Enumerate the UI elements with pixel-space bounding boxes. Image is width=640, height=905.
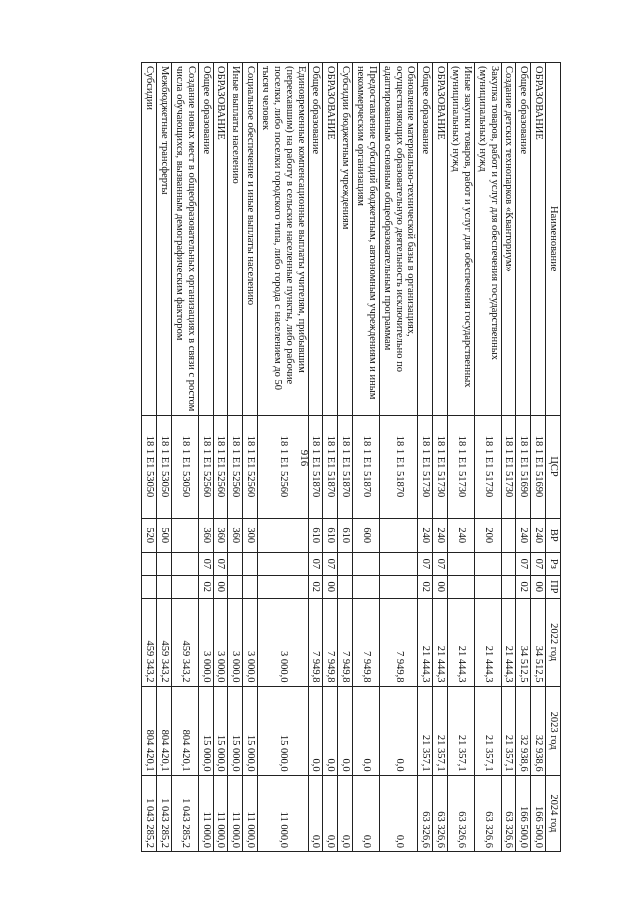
cell-2024: 11 000,0: [258, 775, 308, 851]
cell-vr: 520: [142, 518, 157, 552]
cell-2024: 63 326,6: [474, 775, 501, 851]
table-row: [308, 63, 323, 852]
budget-table: [141, 62, 561, 852]
rotated-table-wrapper: [141, 62, 561, 852]
table-row: [198, 63, 213, 852]
cell-name: Общее образование: [198, 63, 213, 416]
cell-2022: 21 444,3: [433, 598, 448, 686]
table-row: [338, 63, 353, 852]
cell-vr: 610: [323, 518, 338, 552]
cell-2023: 804 420,1: [171, 686, 198, 775]
cell-name: Иные закупки товаров, работ и услуг для обеспечения государственных (муниципальных) нужд: [448, 63, 475, 416]
cell-rz: 07: [308, 552, 323, 575]
cell-2023: 21 357,1: [474, 686, 501, 775]
cell-pr: [228, 575, 243, 598]
cell-name: Социальное обеспечение и иные выплаты населению: [243, 63, 258, 416]
cell-rz: 07: [198, 552, 213, 575]
header-2023: 2023 год: [546, 686, 561, 775]
cell-name: Закупка товаров, работ и услуг для обеспечения государственных (муниципальных) нужд: [474, 63, 501, 416]
cell-name: Обновление материально-технической базы в организациях, осуществляющих образовательную деятельность исключительно по адаптированным основным общеобразовательным программам: [379, 63, 418, 416]
cell-2024: 1 043 285,2: [157, 775, 172, 851]
header-name: Наименование: [546, 63, 561, 416]
cell-2023: 15 000,0: [243, 686, 258, 775]
cell-vr: 240: [448, 518, 475, 552]
cell-name: Субсидии: [142, 63, 157, 416]
cell-csr: 18 1 E1 51730: [448, 415, 475, 518]
cell-csr: 18 1 E1 52560: [228, 415, 243, 518]
cell-2024: 63 326,6: [418, 775, 433, 851]
header-rz: Рз: [546, 552, 561, 575]
cell-2023: 804 420,1: [157, 686, 172, 775]
cell-rz: 07: [418, 552, 433, 575]
cell-csr: 18 1 E1 51870: [323, 415, 338, 518]
header-2024: 2024 год: [546, 775, 561, 851]
cell-vr: 360: [198, 518, 213, 552]
cell-rz: [353, 552, 380, 575]
cell-name: Иные выплаты населению: [228, 63, 243, 416]
cell-rz: [142, 552, 157, 575]
cell-csr: 18 1 E1 53050: [142, 415, 157, 518]
cell-rz: [501, 552, 516, 575]
cell-name: Общее образование: [308, 63, 323, 416]
cell-pr: [258, 575, 308, 598]
cell-pr: [474, 575, 501, 598]
cell-2024: 166 500,0: [516, 775, 531, 851]
cell-2024: 0,0: [323, 775, 338, 851]
cell-name: Создание детских технопарков «Кванториум»: [501, 63, 516, 416]
cell-csr: 18 1 E1 51690: [516, 415, 531, 518]
header-2022: 2022 год: [546, 598, 561, 686]
cell-2022: 459 343,2: [171, 598, 198, 686]
cell-rz: [258, 552, 308, 575]
cell-name: Предоставление субсидий бюджетным, автономным учреждениям и иным некоммерческим организациям: [353, 63, 380, 416]
table-row: [353, 63, 380, 852]
table-row: [243, 63, 258, 852]
cell-name: ОБРАЗОВАНИЕ: [323, 63, 338, 416]
cell-2023: 21 357,1: [448, 686, 475, 775]
cell-2024: 63 326,6: [448, 775, 475, 851]
table-row: [433, 63, 448, 852]
cell-pr: [379, 575, 418, 598]
cell-rz: [157, 552, 172, 575]
cell-rz: 07: [213, 552, 228, 575]
cell-2022: 34 512,5: [531, 598, 546, 686]
cell-csr: 18 1 E1 51730: [418, 415, 433, 518]
cell-name: ОБРАЗОВАНИЕ: [213, 63, 228, 416]
table-header-row: [546, 63, 561, 852]
cell-rz: [338, 552, 353, 575]
cell-2024: 11 000,0: [228, 775, 243, 851]
cell-vr: 500: [157, 518, 172, 552]
cell-pr: [171, 575, 198, 598]
cell-2023: 21 357,1: [501, 686, 516, 775]
cell-csr: 18 1 E1 51730: [501, 415, 516, 518]
cell-2022: 21 444,3: [474, 598, 501, 686]
cell-vr: 240: [516, 518, 531, 552]
cell-2022: 21 444,3: [448, 598, 475, 686]
cell-vr: [379, 518, 418, 552]
cell-2024: 1 043 285,2: [142, 775, 157, 851]
cell-name: ОБРАЗОВАНИЕ: [433, 63, 448, 416]
header-csr: ЦСР: [546, 415, 561, 518]
cell-vr: 600: [353, 518, 380, 552]
cell-2024: 11 000,0: [243, 775, 258, 851]
cell-2022: 7 949,8: [308, 598, 323, 686]
cell-pr: 00: [323, 575, 338, 598]
cell-csr: 18 1 E1 51690: [531, 415, 546, 518]
cell-2024: 11 000,0: [198, 775, 213, 851]
cell-rz: 07: [433, 552, 448, 575]
table-row: [258, 63, 308, 852]
cell-2023: 804 420,1: [142, 686, 157, 775]
cell-vr: 240: [531, 518, 546, 552]
cell-2023: 0,0: [323, 686, 338, 775]
cell-2022: 7 949,8: [323, 598, 338, 686]
cell-vr: 240: [418, 518, 433, 552]
table-row: [142, 63, 157, 852]
table-row: [418, 63, 433, 852]
cell-2022: 3 000,0: [228, 598, 243, 686]
cell-name: Создание новых мест в общеобразовательных организациях в связи с ростом числа обучающихся, вызванным демографическим фактором: [171, 63, 198, 416]
cell-rz: [474, 552, 501, 575]
cell-pr: 02: [198, 575, 213, 598]
cell-2022: 3 000,0: [213, 598, 228, 686]
cell-name: Единовременные компенсационные выплаты учителям, прибывшим (переехавшим) на работу в сельские населенные пункты, либо рабочие поселки, либо поселки городского типа, либо города с населением до 50 тысяч человек: [258, 63, 308, 416]
cell-pr: 00: [213, 575, 228, 598]
table-row: [228, 63, 243, 852]
cell-2022: 21 444,3: [501, 598, 516, 686]
cell-pr: 02: [516, 575, 531, 598]
cell-2023: 32 938,6: [516, 686, 531, 775]
cell-vr: 360: [228, 518, 243, 552]
cell-2023: 15 000,0: [228, 686, 243, 775]
cell-csr: 18 1 E1 51870: [379, 415, 418, 518]
table-row: [213, 63, 228, 852]
cell-rz: [243, 552, 258, 575]
cell-pr: 00: [531, 575, 546, 598]
cell-vr: [258, 518, 308, 552]
cell-csr: 18 1 E1 52560: [198, 415, 213, 518]
cell-pr: [338, 575, 353, 598]
cell-2022: 459 343,2: [142, 598, 157, 686]
header-vr: ВР: [546, 518, 561, 552]
cell-csr: 18 1 E1 51870: [308, 415, 323, 518]
cell-2022: 459 343,2: [157, 598, 172, 686]
table-row: [474, 63, 501, 852]
cell-2024: 0,0: [379, 775, 418, 851]
cell-pr: [353, 575, 380, 598]
cell-2023: 0,0: [308, 686, 323, 775]
page-number: 916: [298, 449, 310, 467]
cell-2024: 166 500,0: [531, 775, 546, 851]
cell-csr: 18 1 E1 52560: [243, 415, 258, 518]
table-row: [171, 63, 198, 852]
cell-2022: 7 949,8: [379, 598, 418, 686]
table-row: [379, 63, 418, 852]
table-row: [516, 63, 531, 852]
cell-csr: 18 1 E1 52560: [258, 415, 308, 518]
cell-2024: 63 326,6: [433, 775, 448, 851]
cell-rz: [171, 552, 198, 575]
table-row: [157, 63, 172, 852]
cell-pr: [157, 575, 172, 598]
cell-rz: 07: [531, 552, 546, 575]
cell-rz: 07: [323, 552, 338, 575]
cell-name: Общее образование: [516, 63, 531, 416]
cell-rz: 07: [516, 552, 531, 575]
cell-vr: [501, 518, 516, 552]
cell-2023: 32 938,6: [531, 686, 546, 775]
cell-2022: 21 444,3: [418, 598, 433, 686]
cell-csr: 18 1 E1 51870: [353, 415, 380, 518]
cell-rz: [228, 552, 243, 575]
cell-csr: 18 1 E1 53050: [157, 415, 172, 518]
cell-pr: [243, 575, 258, 598]
cell-pr: 02: [418, 575, 433, 598]
cell-2023: 15 000,0: [213, 686, 228, 775]
cell-csr: 18 1 E1 53050: [171, 415, 198, 518]
cell-vr: 300: [243, 518, 258, 552]
header-pr: ПР: [546, 575, 561, 598]
cell-csr: 18 1 E1 52560: [213, 415, 228, 518]
cell-name: ОБРАЗОВАНИЕ: [531, 63, 546, 416]
cell-name: Субсидии бюджетным учреждениям: [338, 63, 353, 416]
table-row: [448, 63, 475, 852]
cell-pr: [501, 575, 516, 598]
cell-vr: [171, 518, 198, 552]
cell-2024: 63 326,6: [501, 775, 516, 851]
cell-pr: 02: [308, 575, 323, 598]
table-row: [531, 63, 546, 852]
cell-rz: [448, 552, 475, 575]
cell-2022: 34 512,5: [516, 598, 531, 686]
cell-name: Общее образование: [418, 63, 433, 416]
cell-csr: 18 1 E1 51870: [338, 415, 353, 518]
cell-pr: [142, 575, 157, 598]
cell-2022: 3 000,0: [198, 598, 213, 686]
cell-csr: 18 1 E1 51730: [433, 415, 448, 518]
cell-pr: 00: [433, 575, 448, 598]
table-row: [501, 63, 516, 852]
cell-csr: 18 1 E1 51730: [474, 415, 501, 518]
cell-2022: 3 000,0: [243, 598, 258, 686]
cell-2024: 0,0: [308, 775, 323, 851]
cell-vr: 240: [433, 518, 448, 552]
cell-2023: 21 357,1: [433, 686, 448, 775]
cell-2023: 15 000,0: [198, 686, 213, 775]
cell-2024: 0,0: [338, 775, 353, 851]
cell-name: Межбюджетные трансферты: [157, 63, 172, 416]
cell-2023: 0,0: [338, 686, 353, 775]
cell-vr: 610: [338, 518, 353, 552]
cell-2024: 0,0: [353, 775, 380, 851]
cell-2024: 1 043 285,2: [171, 775, 198, 851]
cell-2022: 3 000,0: [258, 598, 308, 686]
cell-vr: 360: [213, 518, 228, 552]
cell-2022: 7 949,8: [353, 598, 380, 686]
cell-rz: [379, 552, 418, 575]
cell-2023: 15 000,0: [258, 686, 308, 775]
cell-2024: 11 000,0: [213, 775, 228, 851]
cell-vr: 610: [308, 518, 323, 552]
cell-2023: 21 357,1: [418, 686, 433, 775]
cell-2022: 7 949,8: [338, 598, 353, 686]
cell-vr: 200: [474, 518, 501, 552]
table-row: [323, 63, 338, 852]
cell-2023: 0,0: [379, 686, 418, 775]
cell-2023: 0,0: [353, 686, 380, 775]
cell-pr: [448, 575, 475, 598]
